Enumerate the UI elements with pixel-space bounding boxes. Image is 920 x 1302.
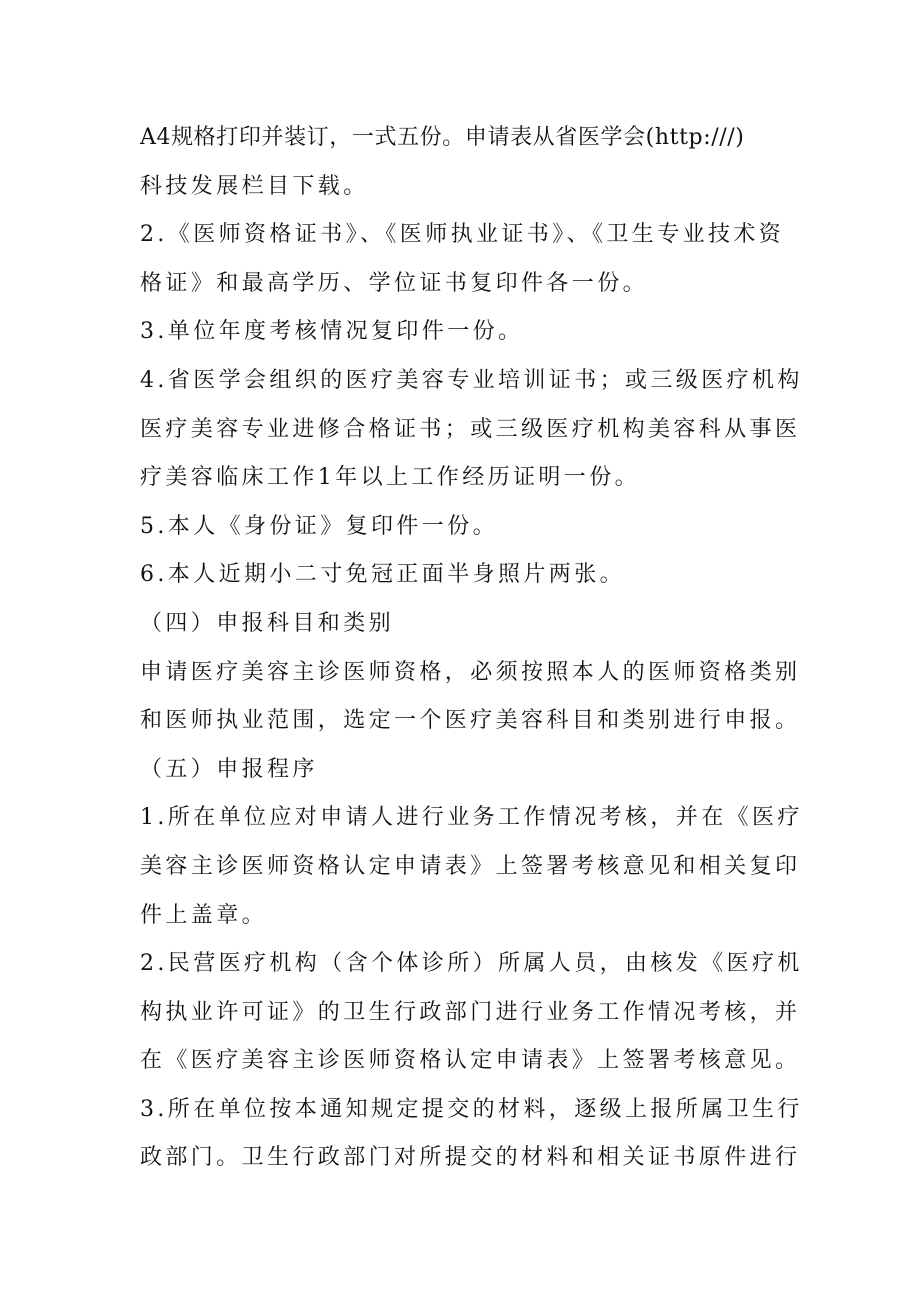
text-line: 构执业许可证》的卫生行政部门进行业务工作情况考核，并 — [140, 999, 801, 1025]
text-line: 疗美容临床工作1年以上工作经历证明一份。 — [140, 465, 640, 491]
text-line: 政部门。卫生行政部门对所提交的材料和相关证书原件进行 — [140, 1145, 801, 1171]
text-line: 3.单位年度考核情况复印件一份。 — [140, 319, 524, 345]
text-line: 在《医疗美容主诊医师资格认定申请表》上签署考核意见。 — [140, 1048, 801, 1074]
section-heading: （四）申报科目和类别 — [140, 610, 395, 636]
text-line: 3.所在单位按本通知规定提交的材料，逐级上报所属卫生行 — [140, 1096, 803, 1122]
text-line: 美容主诊医师资格认定申请表》上签署考核意见和相关复印 — [140, 853, 801, 879]
text-line: 5.本人《身份证》复印件一份。 — [140, 513, 498, 539]
text-line: 6.本人近期小二寸免冠正面半身照片两张。 — [140, 562, 625, 588]
text-line: 科技发展栏目下载。 — [140, 173, 369, 199]
text-line: 1.所在单位应对申请人进行业务工作情况考核，并在《医疗 — [140, 805, 803, 831]
text-line: 件上盖章。 — [140, 902, 268, 928]
document-body — [140, 114, 820, 1183]
text-line: 4.省医学会组织的医疗美容专业培训证书；或三级医疗机构 — [140, 367, 803, 393]
text-line: 医疗美容专业进修合格证书；或三级医疗机构美容科从事医 — [140, 416, 801, 442]
text-line: 和医师执业范围，选定一个医疗美容科目和类别进行申报。 — [140, 708, 801, 734]
text-line: 2.民营医疗机构（含个体诊所）所属人员，由核发《医疗机 — [140, 951, 803, 977]
section-heading: （五）申报程序 — [140, 756, 318, 782]
text-line: 2.《医师资格证书》、《医师执业证书》、《卫生专业技术资 — [140, 222, 785, 248]
text-line: A4规格打印并装订，一式五份。申请表从省医学会(http:///) — [140, 125, 745, 150]
text-line: 申请医疗美容主诊医师资格，必须按照本人的医师资格类别 — [140, 659, 801, 685]
text-line: 格证》和最高学历、学位证书复印件各一份。 — [140, 270, 649, 296]
